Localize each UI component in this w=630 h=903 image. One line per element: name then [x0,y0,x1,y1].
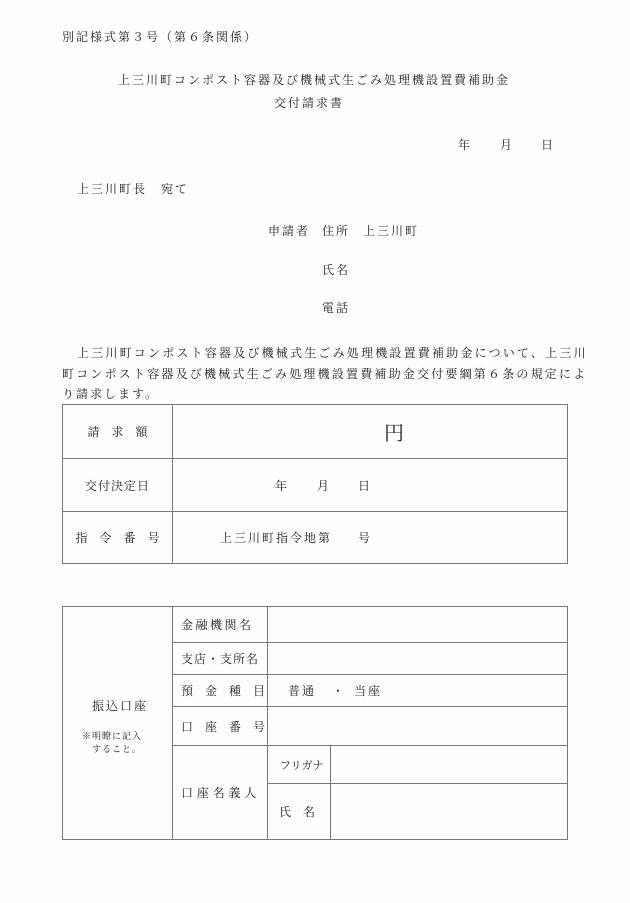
account-number-label-text: 口 座 番 号 [181,719,266,734]
account-number-label [181,707,265,745]
furigana-label [280,746,323,783]
order-number-field[interactable] [173,512,567,563]
addressee: 上三川町長 宛て [77,182,190,196]
title-line1: 上三川町コンポスト容器及び機械式生ごみ処理機設置費補助金 [118,73,511,87]
furigana-label-text: フリガナ [280,758,324,772]
holder-name-label [279,784,315,839]
branch-field[interactable] [268,643,567,674]
table-border [62,839,568,840]
bank-name-label-text: 金融機関名 [181,618,254,632]
account-number-field[interactable] [268,707,567,745]
account-holder-label-text: 口 座 名 義 人 [181,786,257,800]
note-line1: ※明瞭に記入 [82,732,143,742]
title-line2: 交付請求書 [274,96,345,110]
deposit-type-label [181,675,265,706]
name-label: 氏名 [322,263,351,277]
order-number-label-text: 指 令 番 号 [75,531,160,545]
amount-unit: 円 [384,421,404,445]
body-text-line3: り請求します。 [62,387,160,401]
deposit-type-normal[interactable]: 普通 [288,684,317,698]
deposit-type-current[interactable]: 当座 [354,684,383,698]
amount-field[interactable] [173,405,567,458]
address-value: 上三川町 [363,224,420,238]
furigana-field[interactable] [331,746,567,783]
transfer-account-label: 振込口座 [92,699,149,713]
bank-name-field[interactable] [268,607,567,642]
form-number: 別記様式第３号（第６条関係） [62,30,259,44]
applicant-label: 申請者 [268,224,311,238]
note-line2: すること。 [92,745,143,755]
body-text-line2: 町コンポスト容器及び機械式生ごみ処理機設置費補助金交付要綱第６条の規定によ [62,367,588,381]
deposit-type-separator: ・ [332,684,345,698]
date-year: 年 [458,138,471,152]
order-number-prefix: 上三川町指令地第 [220,531,333,545]
decision-date-label-text: 交付決定日 [84,478,150,493]
table-border [62,563,568,564]
amount-label [63,405,172,458]
table-border [567,404,568,564]
branch-label [181,643,259,674]
deposit-type-label-text: 預 金 種 目 [181,684,266,698]
decision-date-day: 日 [358,478,371,493]
date-month: 月 [500,138,513,152]
decision-date-year: 年 [275,478,288,493]
bank-name-label [181,607,254,642]
holder-name-label-text: 氏 名 [279,805,316,819]
decision-date-label [63,459,172,511]
account-holder-label [181,746,256,839]
address-label: 住所 [322,224,351,238]
body-text-line1: 上三川町コンポスト容器及び機械式生ごみ処理機設置費補助金について、上三川 [77,346,588,360]
date-day: 日 [541,138,554,152]
deposit-type-field[interactable] [268,675,567,706]
branch-label-text: 支店・支所名 [181,652,260,666]
phone-label: 電話 [322,301,351,315]
decision-date-month: 月 [317,478,330,493]
table-border [62,606,63,840]
amount-label-text: 請 求 額 [87,425,148,439]
order-number-suffix: 号 [358,531,371,545]
decision-date-field[interactable] [173,459,567,511]
holder-name-field[interactable] [331,784,567,839]
order-number-label [63,512,172,563]
